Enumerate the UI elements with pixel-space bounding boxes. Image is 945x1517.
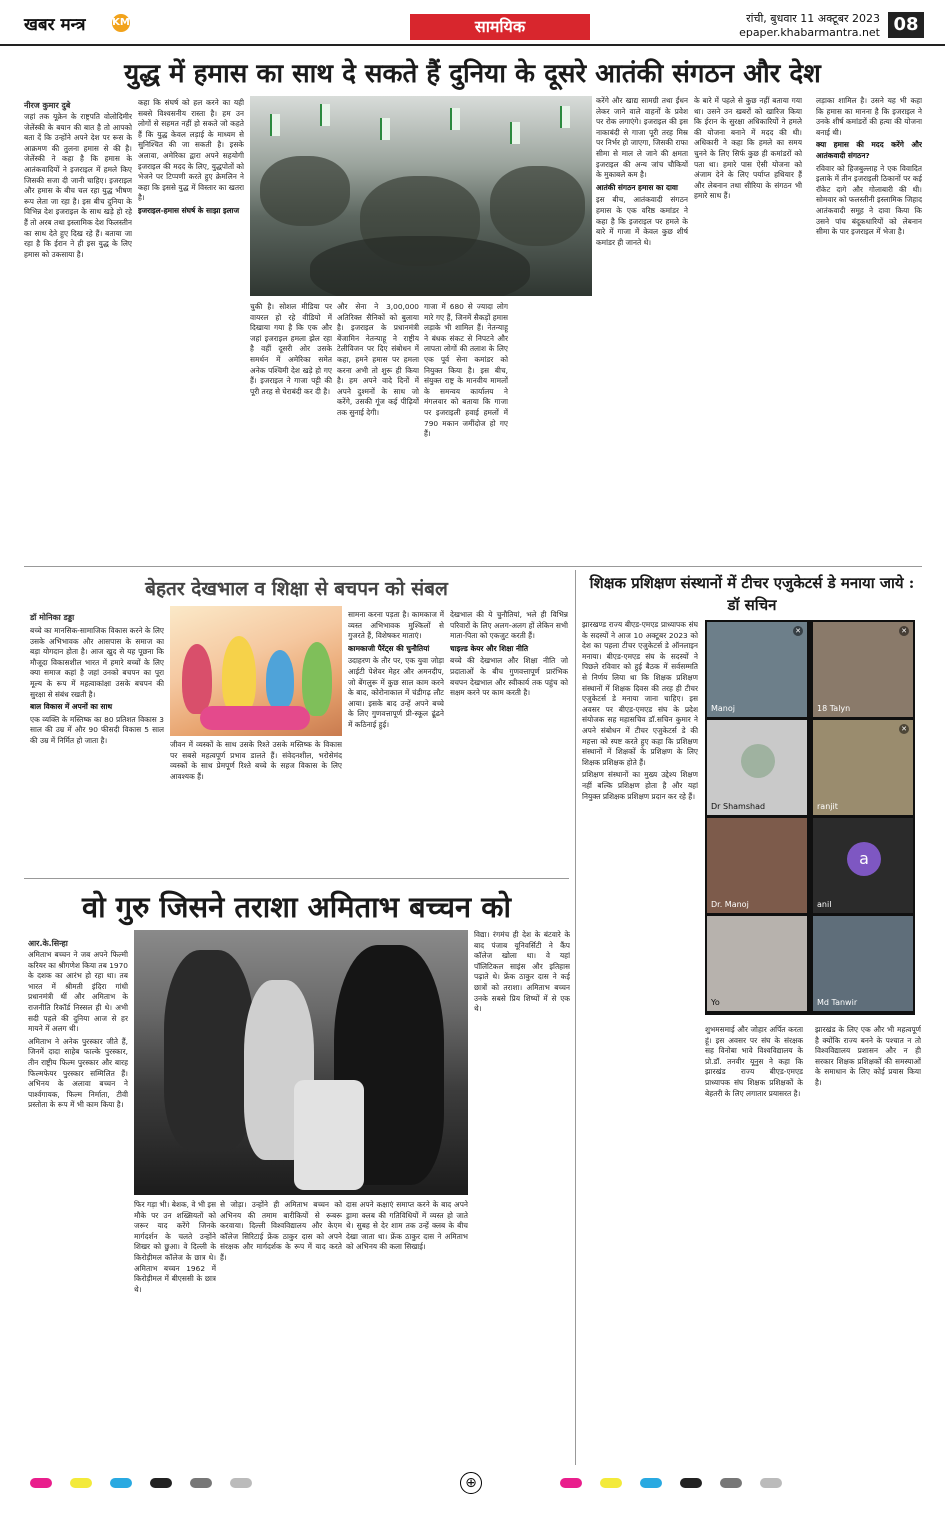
story2-subhead-3: चाइल्ड केयर और शिक्षा नीति bbox=[450, 643, 529, 653]
story4-headline: वो गुरु जिसने तराशा अमिताभ बच्चन को bbox=[82, 890, 511, 924]
participant-tile: a anil bbox=[813, 818, 913, 913]
story2-subhead-1: बाल विकास में अपनों का साथ bbox=[30, 702, 113, 712]
brand-logo-icon: KM bbox=[112, 14, 130, 32]
website-link[interactable]: epaper.khabarmantra.net bbox=[739, 26, 880, 39]
section-divider bbox=[24, 878, 569, 879]
color-swatch bbox=[230, 1478, 252, 1488]
story4-column-2: फिर गड़ा भी। बेशक, वे भी इस मौके पर उन शख्सियतों को जरूर याद करेंगे जिनके मार्गदर्शन के चलते उन्होंने शिखर को छुआ। वे दिल्ली के किरोड़ीमल कॉलेज के छात्र थे। अमिताभ बच्चन 1962 में किरोड़ीमल में बीएससी के छात्र थे। bbox=[134, 1200, 216, 1294]
story1-byline: नीरज कुमार दुबे bbox=[24, 101, 71, 110]
hamas-crowd-photo bbox=[250, 96, 592, 296]
story4-byline: आर.के.सिन्हा bbox=[28, 939, 68, 948]
story1-column-7: के बारे में पहले से कुछ नहीं बताया गया था। उसने उन खबरों को खारिज किया कि ईरान के सुरक्षा अधिकारियों ने हमले की योजना बनाने में मदद की थी। अधिकारी ने कहा कि हमले का समय चुनने के लिए सिर्फ कुछ ही कमांडरों को पता था। हमारे पास ऐसी योजना को अंजाम देने के लिए पर्याप्त हथियार हैं और लेबनान तथा सीरिया के संगठन भी हमारे साथ हैं। bbox=[694, 96, 802, 201]
color-swatch bbox=[560, 1478, 582, 1488]
story4-column-3: से जोड़ा। उन्होंने ही अमिताभ बच्चन को अभिनय की तमाम बारीकियों से रूबरू करवाया। दिल्ली विश्वविद्यालय और केएम कॉलेज सिरिटाई फ्रेंक ठाकुर दास को अपने संरक्षक और मार्गदर्शक के रूप में याद करते हैं। bbox=[220, 1200, 342, 1262]
participant-tile: Md Tanwir bbox=[813, 916, 913, 1011]
color-swatch bbox=[110, 1478, 132, 1488]
section-label: सामयिक bbox=[410, 14, 590, 40]
section-divider bbox=[24, 566, 922, 567]
avatar-letter-icon: a bbox=[847, 842, 881, 876]
story2-column-4: देखभाल की ये चुनौतियां, भले ही विभिन्न परिवारों के लिए अलग-अलग हों लेकिन सभी माता-पिता को एकजुट करती हैं। चाइल्ड केयर और शिक्षा नीति बच्चे की देखभाल और शिक्षा नीति जो प्रदाताओं के बीच गुणवत्तापूर्ण प्रारंभिक बचपन देखभाल और स्वीकार्य तक पहुंच को सक्षम करने पर काम करती है। bbox=[450, 610, 568, 698]
story1-column-2: कहा कि संघर्ष को हल करने का यही सबसे विश्वसनीय रास्ता है। हम उन लोगों से सहमत नहीं हो सकते जो कहते हैं कि युद्ध केवल लड़ाई के माध्यम से सुनिश्चित की जा सकती है। इसके अलावा, अमेरिका द्वारा अपने सहयोगी इजराइल की मदद के लिए, युद्धपोतों को भेजने पर टिप्पणी करते हुए क्रेमलिन ने कहा कि इससे युद्ध में विस्तार का खतरा है। इजराइल-हमास संघर्ष के साझा इलाज bbox=[138, 98, 244, 215]
participant-tile: ✕ 18 Talyn bbox=[813, 622, 913, 717]
mic-off-icon: ✕ bbox=[899, 724, 909, 734]
mic-off-icon: ✕ bbox=[793, 626, 803, 636]
story3-column-3: झारखंड के लिए एक और भी महत्वपूर्ण है क्योंकि राज्य बनने के पश्चात न तो विश्वविद्यालय प्रशासन और न ही सरकार शिक्षक प्रशिक्षकों की समस्याओं के समाधान के लिए कोई प्रयास किया है। bbox=[815, 1025, 921, 1087]
color-swatch bbox=[640, 1478, 662, 1488]
story1-column-6: करेंगे और खाद्य सामग्री तथा ईंधन लेकर जाने वाले वाहनों के प्रवेश पर रोक लगाएंगे। इजराइल की इस नाकाबंदी से गाजा पूरी तरह मिस्र पर निर्भर हो जाएगा, जिसकी राफा सीमा से माल ले जाने की क्षमता इजराइल की अन्य जांच चौकियों के मुकाबले कम है। आतंकी संगठन हमास का दावा इस बीच, आतंकवादी संगठन हमास के एक वरिष्ठ कमांडर ने कहा है कि इजराइल पर हमले के बारे में गाजा में केवल कुछ शीर्ष कमांडर ही जानते थे। bbox=[596, 96, 688, 247]
color-swatch bbox=[150, 1478, 172, 1488]
story3-headline: शिक्षक प्रशिक्षण संस्थानों में टीचर एजुकेटर्स डे मनाया जाये : डॉ सचिन bbox=[589, 574, 915, 614]
participant-photo bbox=[741, 744, 775, 778]
brand-name: खबर मन्त्र bbox=[24, 15, 86, 35]
story4-column-1: अमिताभ बच्चन ने जब अपने फिल्मी करियर का श्रीगणेश किया तब 1970 के दशक का आरंभ हो रहा था। तब भारत में श्रीमती इंदिरा गांधी प्रधानमंत्री थीं और अमिताभ के राजनीति रिकॉर्ड निस्सल ही थे। अभी सदी पहले की दुनिया आज से हर मायने में अलग थी। अमिताभ ने अनेक पुरस्कार जीते हैं, जिनमें दादा साहेब फाल्के पुरस्कार, तीन राष्ट्रीय फिल्म पुरस्कार और बारह फिल्मफेयर पुरस्कार सम्मिलित हैं। अभिनय के अलावा बच्चन ने पार्श्वगायक, फिल्म निर्माता, टीवी प्रस्तोता के रूप में भी काम किया है। bbox=[28, 950, 128, 1110]
color-swatch bbox=[680, 1478, 702, 1488]
children-playing-photo bbox=[170, 606, 342, 736]
amitabh-film-still-photo bbox=[134, 930, 468, 1195]
story3-column-2: शुभमसमाई और जोहार अर्पित करता हूं। इस अवसर पर संघ के संरक्षक सह विनोबा भावे विश्वविद्यालय के प्रो.डॉ. तनवीर यूनुस ने कहा कि झारखंड राज्य बीएड-एमएड प्राध्यापक संघ शिक्षक प्रशिक्षकों के बेहतरी के लिए लगातार प्रयासरत है। bbox=[705, 1025, 803, 1098]
story2-column-3: सामना करना पड़ता है। कामकाज में व्यस्त अभिभावक मुश्किलों से गुजरते हैं, विशेषकर माताएं। कामकाजी पैरेंट्स की चुनौतियां उदाहरण के तौर पर, एक युवा जोड़ा आईटी पेशेवर मेहर और अमनदीप, जो बेंगलुरू में कुछ साल काम करने के बाद, कोरोनाकाल में चंडीगढ़ लौट आया। इसके बाद उन्हें अपने बच्चे के लिए गुणवत्तापूर्ण प्री-स्कूल ढूंढने में कठिनाई हुई। bbox=[348, 610, 444, 729]
participant-tile: Dr. Manoj bbox=[707, 818, 807, 913]
participant-tile: Yo bbox=[707, 916, 807, 1011]
registration-mark-icon: ⊕ bbox=[460, 1472, 482, 1494]
issue-date: रांची, बुधवार 11 अक्टूबर 2023 bbox=[746, 12, 880, 25]
column-divider bbox=[575, 570, 576, 1465]
print-registration-strip bbox=[0, 1472, 945, 1506]
story2-column-2: जीवन में व्यस्कों के साथ उसके रिश्ते उसके मस्तिष्क के विकास पर सबसे महत्वपूर्ण प्रभाव डालते हैं। संवेदनशील, भरोसेमंद व्यस्कों के साथ प्रेमपूर्ण रिश्ते बच्चे के सहज विकास के लिए आवश्यक हैं। bbox=[170, 740, 342, 781]
story1-column-4: और सेना ने 3,00,000 अतिरिक्त सैनिकों को बुलाया है। इजराइल के प्रधानमंत्री बेंजामिन नेतन्याहू ने राष्ट्रीय टेलीविजन पर दिए संबोधन में कहा, हमने हमास पर हमला करना अभी तो शुरू ही किया है। हम अपने वादे दिनों में अपने दुश्मनों के साथ जो करेंगे, उसकी गूंज कई पीढ़ियों तक सुनाई देगी। bbox=[337, 302, 419, 417]
color-swatch bbox=[30, 1478, 52, 1488]
color-swatch bbox=[190, 1478, 212, 1488]
color-swatch bbox=[760, 1478, 782, 1488]
participant-tile: ✕ Manoj bbox=[707, 622, 807, 717]
page-number: 08 bbox=[888, 12, 924, 38]
story1-column-8: लड़ाका शामिल है। उसने यह भी कहा कि हमास का मानना है कि इजराइल ने उनके शीर्ष कमांडरों की हत्या की योजना बनाई थी। क्या हमास की मदद करेंगे और आतंकवादी संगठन? रविवार को हिजबुल्लाह ने एक विवादित इलाके में तीन इजराइली ठिकानों पर कई रॉकेट दागे और गोलाबारी की थी। सोमवार को फलस्तीनी इस्लामिक जिहाद आतंकवादी समूह ने दावा किया कि उसने पांच बंदूकधारियों को लेबनान सीमा के पार इजराइल में भेजा है। bbox=[816, 96, 922, 237]
story1-subhead-3: क्या हमास की मदद करेंगे और आतंकवादी संगठन? bbox=[816, 140, 922, 160]
dateline bbox=[680, 12, 880, 40]
story1-column-5: गाजा में 680 से ज्यादा लोग मारे गए हैं, जिनमें सैकड़ों हमास लड़ाके भी शामिल हैं। नेतन्याहू ने बंधक संकट से निपटने और लापता लोगों की तलाश के लिए एक पूर्व सेना कमांडर को नियुक्त किया है। इस बीच, संयुक्त राष्ट्र के मानवीय मामलों के समन्वय कार्यालय ने मंगलवार को बताया कि गाजा पर इजराइली हवाई हमलों में 790 मकान जमींदोज हो गए हैं। bbox=[424, 302, 508, 439]
story1-subhead-1: इजराइल-हमास संघर्ष के साझा इलाज bbox=[138, 205, 240, 215]
story1-column-3: चुकी है। सोशल मीडिया पर वायरल हो रहे वीडियो में दिखाया गया है कि एक और जहां इजराइल हमला झेल रहा है वहीं दूसरी ओर उसके समर्थन में अमेरिका समेत अनेक पश्चिमी देश खड़े हो गए हैं। इजराइल ने गाजा पट्टी की पूरी तरह से घेराबंदी कर दी है। bbox=[250, 302, 332, 396]
story1-subhead-2: आतंकी संगठन हमास का दावा bbox=[596, 182, 678, 192]
story3-column-1: झारखण्ड राज्य बीएड-एमएड प्राध्यापक संघ के सदस्यों ने आज 10 अक्टूबर 2023 को देश का पहला टीचर एजुकेटर्स डे ऑनलाइन मनाया। बीएड-एमएड संघ के सदस्यों ने पिछले रविवार को हुई बैठक में सर्वसम्मति से निर्णय लिया था कि शिक्षक प्रशिक्षण संस्थानों में शिक्षक दिवस की तरह ही टीचर एजुकेटर्स डे मनाया जाना चाहिए। इस अवसर पर बीएड-एमएड संघ के प्रदेश संयोजक सह महासचिव डॉ.सचिन कुमार ने अपने संबोधन में टीचर एजुकेटर्स डे की महत्ता को स्पष्ट करते हुए कहा कि प्रशिक्षण संस्थानों में शिक्षकों के प्रशिक्षण के लिए शिक्षक प्रशिक्षक होते हैं। प्रशिक्षण संस्थानों का मुख्य उद्देश्य शिक्षण नहीं बल्कि प्रशिक्षण होता है और यहां नियुक्त प्रशिक्षक प्रशिक्षण प्रदान कर रहे हैं। bbox=[582, 620, 698, 801]
story1-column-1: जहां तक यूक्रेन के राष्ट्रपति वोलोदिमीर जेलेंस्की के बयान की बात है तो आपको बता दें कि उन्होंने अपने देश पर रूस के आक्रमण की तुलना हमास से की है। जेलेंस्की ने कहा है कि हमास के आतंकवादियों ने इजराइल में हमले किए जिसकी सजा दी जानी चाहिए। इजराइल और हमास के बीच चल रहा युद्ध भीषण रूप लेता जा रहा है। इस बीच दुनिया के विभिन्न देश इजराइल के साथ खड़े हो रहे हैं तो अरब तथा इस्लामिक देश फिलस्तीन का साथ देते हुए दिख रहे हैं। बताया जा रहा है कि ईरान ने ही इस युद्ध के लिए हमास को उकसाया है। bbox=[24, 112, 132, 259]
mic-off-icon: ✕ bbox=[899, 626, 909, 636]
story4-column-5: विद्या। रंगमंच ही देश के बंटवारे के बाद पंजाब यूनिवर्सिटी ने कैंप कॉलेज खोला था। वे यहां पॉलिटिकल साइंस और इतिहास पढ़ाते थे। फ्रेंक ठाकुर दास ने कई छात्रों को तराशा। अमिताभ बच्चन उनके सबसे प्रिय शिष्यों में से एक थे। bbox=[474, 930, 570, 1014]
story1-headline: युद्ध में हमास का साथ दे सकते हैं दुनिया के दूसरे आतंकी संगठन और देश bbox=[124, 59, 821, 89]
masthead bbox=[0, 0, 945, 46]
story4-column-4: दास अपने कक्षाएं समाप्त करने के बाद अपने ड्रामा क्लब की गतिविधियों में व्यस्त हो जाते थे। सुबह से देर शाम तक उन्हें क्लब के बीच देखा जाता था। फ्रेंक ठाकुर दास ने अमिताभ को अभिनय की कला सिखाई। bbox=[346, 1200, 468, 1252]
color-swatch bbox=[720, 1478, 742, 1488]
story2-subhead-2: कामकाजी पैरेंट्स की चुनौतियां bbox=[348, 643, 430, 653]
participant-tile: Dr Shamshad bbox=[707, 720, 807, 815]
story2-column-1: बच्चे का मानसिक-सामाजिक विकास करने के लिए उसके अभिभावक और आसपास के समाज का बड़ा योगदान होता है। आज खुद से यह पूछना कि मौजूदा विकासशील भारत में हमारे बच्चों के लिए क्या समाज कहां है जहां उनको बचपन का पूरा मूल्य के रूप में महत्वाकांक्षा उसके बचपन की सुरक्षा से संबंध रखती है। बाल विकास में अपनों का साथ एक व्यक्ति के मस्तिष्क का 80 प्रतिशत विकास 3 साल की उम्र में और 90 फीसदी विकास 5 साल की उम्र में निर्मित हो जाता है। bbox=[30, 626, 164, 745]
participant-tile: ✕ ranjit bbox=[813, 720, 913, 815]
story2-headline: बेहतर देखभाल व शिक्षा से बचपन को संबल bbox=[145, 578, 448, 600]
color-swatch bbox=[70, 1478, 92, 1488]
color-swatch bbox=[600, 1478, 622, 1488]
story2-byline: डॉ मोनिका डड्डा bbox=[30, 613, 75, 622]
video-call-screenshot bbox=[705, 620, 915, 1015]
